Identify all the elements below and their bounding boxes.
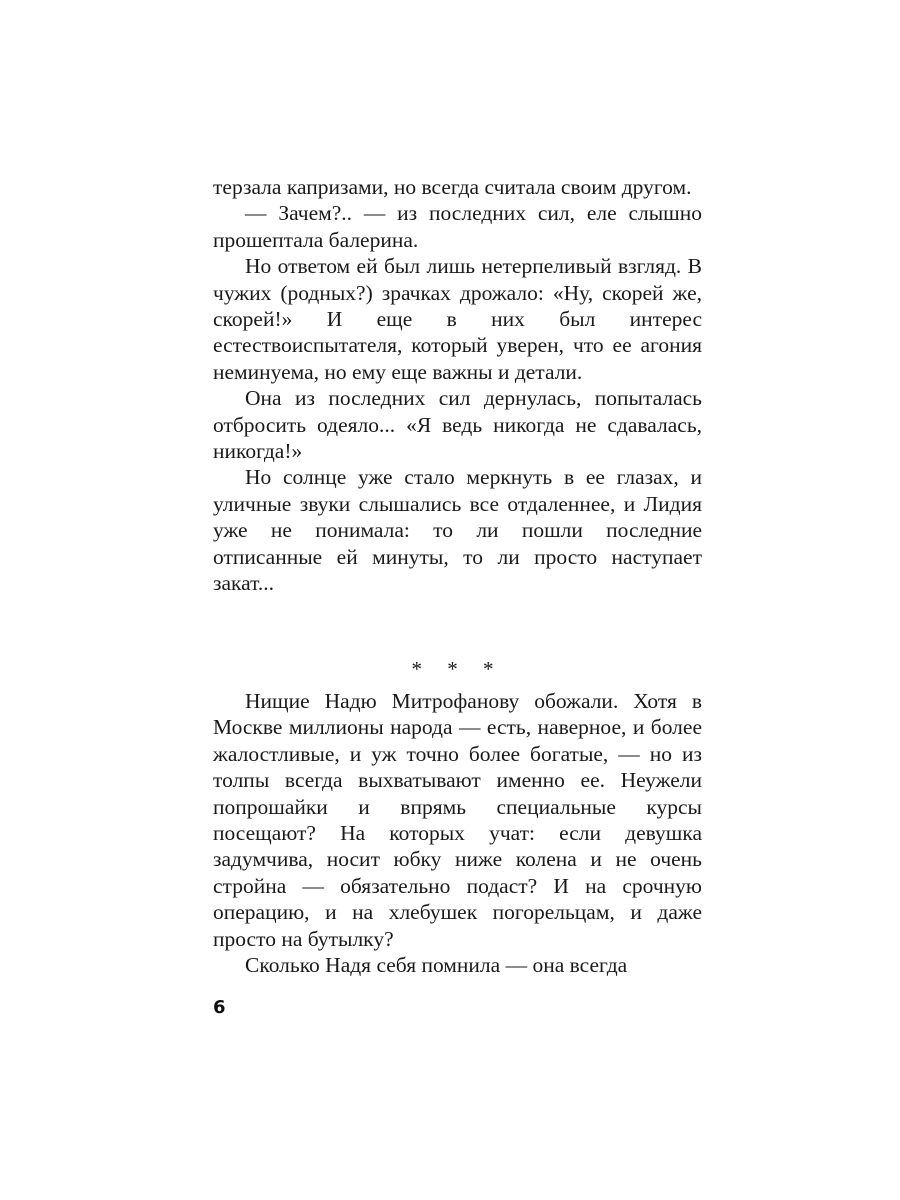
paragraph: Сколько Надя себя помнила — она всегда	[245, 953, 628, 978]
paragraph: Нищие Надю Митрофанову обожали. Хотя в Москве миллионы народа — есть, наверное, и более жалостливые, и уж точно более богатые, — но из толпы всегда выхватывают именно ее. Неужели попрошайки и впрямь специальные курсы посещают? На которых учат: если девушка задумчива, носит юбку ниже колена и не очень стройна — обязательно подаст? И на срочную операцию, и на хлебушек погорельцам, и даже просто на бутылку?	[213, 689, 702, 951]
paragraph: — Зачем?.. — из последних сил, еле слышно прошептала балерина.	[213, 201, 702, 252]
text-section-2	[213, 688, 702, 978]
paragraph: Но солнце уже стало меркнуть в ее глазах, и уличные звуки слышались все отдаленнее, и Лидия уже не понимала: то ли пошли последние отписанные ей минуты, то ли просто наступает закат...	[213, 465, 702, 596]
paragraph: терзала капризами, но всегда считала своим другом.	[213, 175, 692, 199]
section-separator: * * *	[411, 657, 504, 681]
paragraph: Но ответом ей был лишь нетерпеливый взгляд. В чужих (родных?) зрачках дрожало: «Ну, скорей же, скорей!» И еще в них был интерес естествоиспытателя, который уверен, что ее агония неминуема, но ему еще важны и детали.	[213, 254, 702, 384]
text-section-1	[213, 174, 702, 597]
paragraph: Она из последних сил дернулась, попыталась отбросить одеяло... «Я ведь никогда не сдавалась, никогда!»	[213, 386, 702, 464]
page-number: 6	[213, 997, 226, 1018]
